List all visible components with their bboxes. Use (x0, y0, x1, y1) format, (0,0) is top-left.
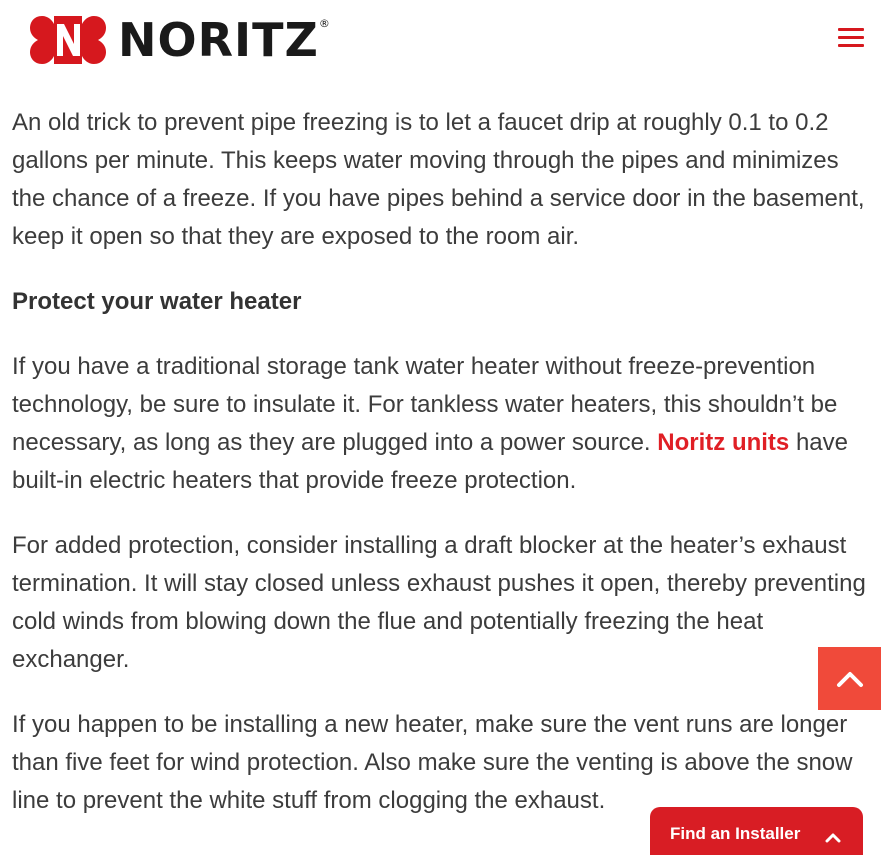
paragraph-text: have built-in electric heaters that provide freeze protection. (12, 429, 848, 494)
find-installer-label: Find an Installer (670, 824, 801, 843)
paragraph-text: If you have a traditional storage tank water heater without freeze-prevention technology, be sure to insulate it. For tankless water heaters, this shouldn’t be necessary, as long as they are plugged into a power source. (12, 353, 838, 456)
chevron-up-icon (824, 831, 842, 843)
noritz-units-link[interactable]: Noritz units (657, 429, 790, 456)
chevron-up-icon (836, 670, 864, 688)
noritz-n-logo-icon (30, 14, 106, 66)
paragraph-vent-runs: If you happen to be installing a new heater, make sure the vent runs are longer than five feet for wind protection. Also make sure the venting is above the snow line to prevent the white stuff from clogging the exhaust. (12, 711, 853, 814)
article-body (12, 104, 870, 847)
paragraph-storage-tank (12, 348, 870, 500)
site-header (0, 0, 882, 84)
paragraph-draft-blocker: For added protection, consider installing a draft blocker at the heater’s exhaust termination. It will stay closed unless exhaust pushes it open, thereby preventing cold winds from blowing down the flue and potentially freezing the heat exchanger. (12, 532, 866, 673)
paragraph-faucet-drip: An old trick to prevent pipe freezing is to let a faucet drip at roughly 0.1 to 0.2 gallons per minute. This keeps water moving through the pipes and minimizes the chance of a freeze. If you have pipes behind a service door in the basement, keep it open so that they are exposed to the room air. (12, 109, 865, 250)
noritz-logo[interactable] (30, 14, 331, 66)
scroll-to-top-button[interactable] (818, 647, 881, 710)
find-installer-button[interactable] (650, 807, 863, 855)
registered-mark: ® (318, 17, 331, 30)
section-heading: Protect your water heater (12, 288, 302, 315)
hamburger-menu-icon (838, 28, 868, 47)
hamburger-menu-button[interactable] (838, 28, 868, 52)
brand-wordmark: NORITZ® (118, 13, 331, 67)
